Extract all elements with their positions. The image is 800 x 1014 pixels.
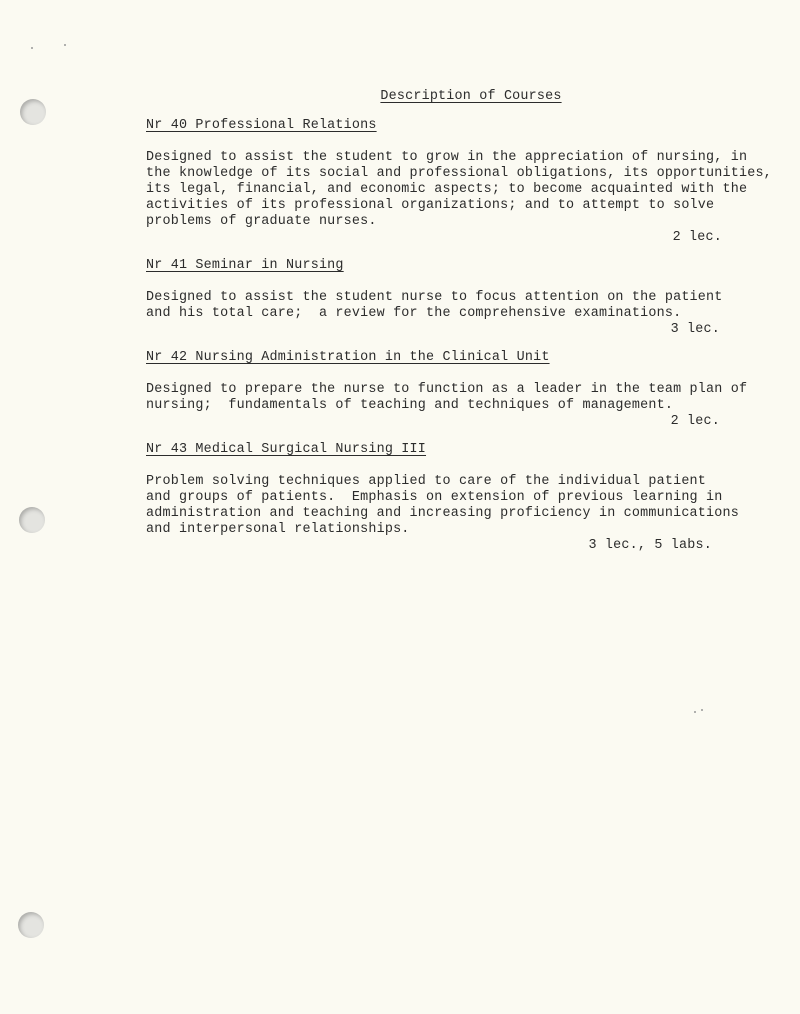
course-heading: Nr 41 Seminar in Nursing xyxy=(146,258,344,273)
paper-speck xyxy=(64,44,66,46)
punch-hole-bottom xyxy=(18,912,44,938)
course-entry xyxy=(146,118,772,246)
page-title: Description of Courses xyxy=(380,89,562,104)
course-credits: 3 lec., 5 labs. xyxy=(588,538,712,553)
course-credits: 2 lec. xyxy=(670,414,720,429)
course-heading: Nr 43 Medical Surgical Nursing III xyxy=(146,442,427,457)
course-credits: 2 lec. xyxy=(672,230,722,245)
paper-speck xyxy=(701,709,703,711)
course-descriptions-page xyxy=(146,89,772,554)
course-description: Designed to prepare the nurse to function as a leader in the team plan of nursing; fundamentals of teaching and techniques of management. xyxy=(146,382,748,413)
course-description: Problem solving techniques applied to care of the individual patient and groups of patients. Emphasis on extension of previous learning in administration and teaching and increasing proficiency in communications and interpersonal relationships. xyxy=(146,474,739,537)
course-entry xyxy=(146,258,766,338)
paper-speck xyxy=(31,47,33,49)
course-heading: Nr 40 Professional Relations xyxy=(146,118,377,133)
course-description: Designed to assist the student to grow in the appreciation of nursing, in the knowledge of its social and professional obligations, its opportunities, its legal, financial, and economic aspects; to become acquainted with the activities of its professional organizations; and to attempt to solve problems of graduate nurses. xyxy=(146,150,772,229)
punch-hole-top xyxy=(20,99,46,125)
course-entry xyxy=(146,442,766,554)
paper-speck xyxy=(694,711,696,713)
course-description: Designed to assist the student nurse to focus attention on the patient and his total care; a review for the comprehensive examinations. xyxy=(146,290,723,321)
course-credits: 3 lec. xyxy=(670,322,720,337)
course-entry xyxy=(146,350,766,430)
punch-hole-middle xyxy=(19,507,45,533)
course-heading: Nr 42 Nursing Administration in the Clinical Unit xyxy=(146,350,550,365)
